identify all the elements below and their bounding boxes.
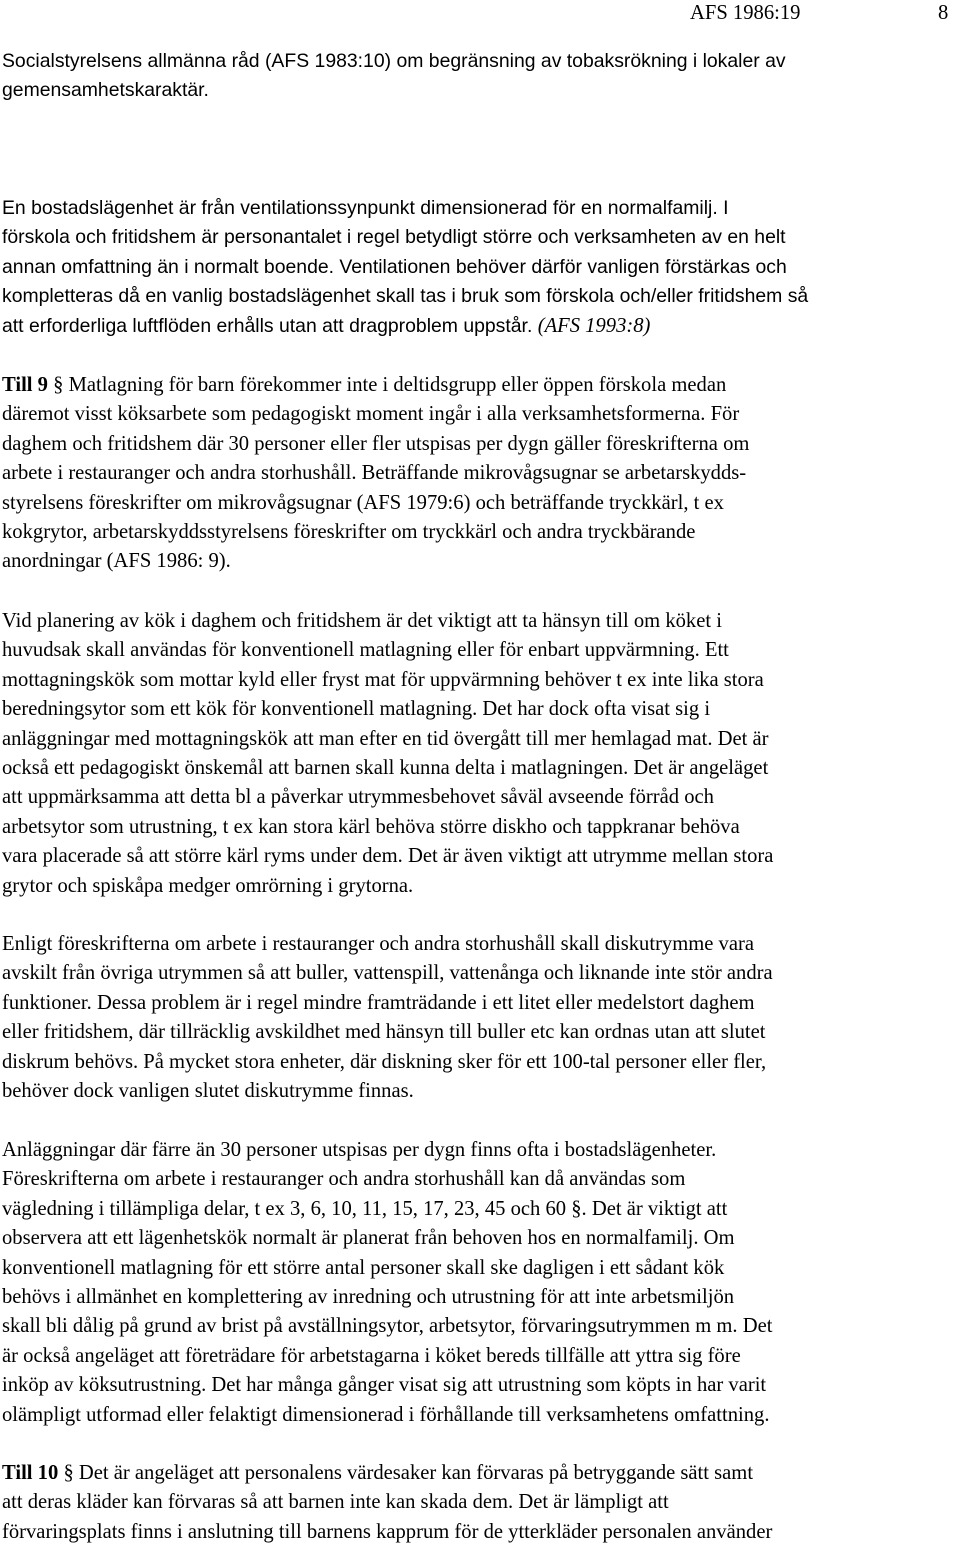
text-line: styrelsens föreskrifter om mikrovågsugnar (AFS 1979:6) och beträffande tryckkärl, t ex	[2, 491, 724, 514]
text-line	[2, 1195, 958, 1224]
text-line: avskilt från övriga utrymmen så att buller, vattenspill, vattenånga och liknande inte stör andra	[2, 962, 773, 985]
text-line: inköp av köksutrustning. Det har många gånger visat sig att utrustning som köpts in har varit	[2, 1374, 767, 1397]
text-line: diskrum behövs. På mycket stora enheter, där diskning sker för ett 100-tal personer eller fler,	[2, 1050, 767, 1073]
text-line: grytor och spiskåpa medger omrörning i grytorna.	[2, 874, 414, 897]
text-line: huvudsak skall användas för konventionell matlagning eller för enbart uppvärmning. Ett	[2, 639, 729, 662]
text-span: . Det är viktigt att	[581, 1197, 728, 1220]
text-line: gemensamhetskaraktär.	[2, 79, 209, 102]
text-line: att deras kläder kan förvaras så att barnen inte kan skada dem. Det är lämpligt att	[2, 1491, 669, 1514]
text-span: att erforderliga luftflöden erhålls utan att dragproblem uppstår.	[2, 314, 533, 337]
text-line: kokgrytor, arbetarskyddsstyrelsens föreskrifter om tryckkärl och andra tryckbärande	[2, 521, 696, 544]
text-line: Föreskrifterna om arbete i restauranger och andra storhushåll kan då användas som	[2, 1168, 686, 1191]
text-line: vara placerade så att större kärl ryms under dem. Det är även viktigt att utrymme mellan stora	[2, 845, 774, 868]
text-line	[2, 1459, 958, 1488]
text-line: behövs i allmänhet en komplettering av inredning och utrustning för att inte arbetsmiljön	[2, 1286, 735, 1309]
text-line: anordningar (AFS 1986: 9).	[2, 550, 231, 573]
paragraph-ventilation	[2, 194, 958, 341]
text-span: vägledning i tillämpliga delar, t ex 3, 6, 10, 11, 15, 17, 23, 45 och 60	[2, 1197, 567, 1220]
text-line: förvaringsplats finns i anslutning till barnens kapprum för de ytterkläder personalen använder	[2, 1520, 773, 1543]
section-label: Till 9	[2, 374, 48, 396]
text-line: konventionell matlagning för ett större antal personer skall ske dagligen i ett sådant kök	[2, 1256, 725, 1279]
text-line: kompletteras då en vanlig bostadslägenhet skall tas i bruk som förskola och/eller fritidshem så	[2, 285, 809, 308]
text-line: annan omfattning än i normalt boende. Ventilationen behöver därför vanligen förstärkas och	[2, 255, 787, 278]
text-span: Det är angeläget att personalens värdesaker kan förvaras på betryggande sätt samt	[78, 1462, 754, 1484]
afs-citation: (AFS 1993:8)	[537, 314, 651, 337]
section-symbol: §	[63, 1462, 74, 1484]
text-line: däremot visst köksarbete som pedagogiskt moment ingår i alla verksamhetsformerna. För	[2, 403, 740, 426]
text-line: behöver dock vanligen slutet diskutrymme finnas.	[2, 1080, 414, 1103]
text-line: arbetsytor som utrustning, t ex kan stora kärl behöva större diskho och tappkranar behöva	[2, 815, 740, 838]
text-line: En bostadslägenhet är från ventilationssynpunkt dimensionerad för en normalfamilj. I	[2, 197, 729, 219]
text-span: Matlagning för barn förekommer inte i deltidsgrupp eller öppen förskola medan	[68, 374, 727, 396]
text-line: arbete i restauranger och andra storhushåll. Beträffande mikrovågsugnar se arbetarskydds-	[2, 462, 747, 485]
text-line: att uppmärksamma att detta bl a påverkar utrymmesbehovet såväl avseende förråd och	[2, 786, 714, 809]
paragraph-till-10	[2, 1459, 958, 1547]
text-line: olämpligt utformad eller felaktigt dimensionerad i förhållande till verksamhetens omfattning.	[2, 1403, 770, 1426]
section-symbol: §	[53, 374, 64, 396]
text-line: Enligt föreskrifterna om arbete i restauranger och andra storhushåll skall diskutrymme vara	[2, 933, 754, 955]
section-symbol: §	[571, 1197, 582, 1220]
text-line: också ett pedagogiskt önskemål att barnen skall kunna delta i matlagningen. Det är angeläget	[2, 757, 769, 780]
text-line: anläggningar med mottagningskök att man efter en tid övergått till mer hemlagad mat. Det är	[2, 727, 769, 750]
text-line: är också angeläget att företrädare för arbetstagarna i köket bereds tillfälle att yttra sig före	[2, 1344, 741, 1367]
paragraph-kitchen-planning	[2, 607, 958, 901]
paragraph-afs-reference	[2, 47, 958, 106]
text-line: Vid planering av kök i daghem och fritidshem är det viktigt att ta hänsyn till om köket i	[2, 610, 722, 632]
section-label: Till 10	[2, 1462, 59, 1484]
text-line	[2, 312, 958, 341]
text-line: Socialstyrelsens allmänna råd (AFS 1983:10) om begränsning av tobaksrökning i lokaler av	[2, 50, 786, 72]
text-line: mottagningskök som mottar kyld eller fryst mat för uppvärmning behöver t ex inte lika stora	[2, 668, 764, 691]
text-line	[2, 371, 958, 400]
page-header	[0, 0, 960, 26]
text-line: beredningsytor som ett kök för konventionell matlagning. Det har dock ofta visat sig i	[2, 698, 711, 721]
paragraph-apartment-kitchens	[2, 1136, 958, 1430]
document-id: AFS 1986:19	[690, 2, 801, 24]
paragraph-dishwashing	[2, 930, 958, 1106]
text-line: observera att ett lägenhetskök normalt är planerat från behoven hos en normalfamilj. Om	[2, 1227, 735, 1250]
text-line: funktioner. Dessa problem är i regel mindre framträdande i ett litet eller medelstort daghem	[2, 991, 755, 1014]
page-number: 8	[938, 2, 949, 24]
text-line: Anläggningar där färre än 30 personer utspisas per dygn finns ofta i bostadslägenheter.	[2, 1139, 717, 1161]
paragraph-till-9	[2, 371, 958, 577]
text-line: daghem och fritidshem där 30 personer eller fler utspisas per dygn gäller föreskrifterna om	[2, 432, 750, 455]
text-line: eller fritidshem, där tillräcklig avskildhet med hänsyn till buller etc kan ordnas utan att slutet	[2, 1021, 766, 1044]
text-line: förskola och fritidshem är personantalet i regel betydligt större och verksamheten av en helt	[2, 226, 786, 249]
text-line: skall bli dålig på grund av brist på avställningsytor, arbetsytor, förvaringsutrymmen m m. Det	[2, 1315, 773, 1338]
